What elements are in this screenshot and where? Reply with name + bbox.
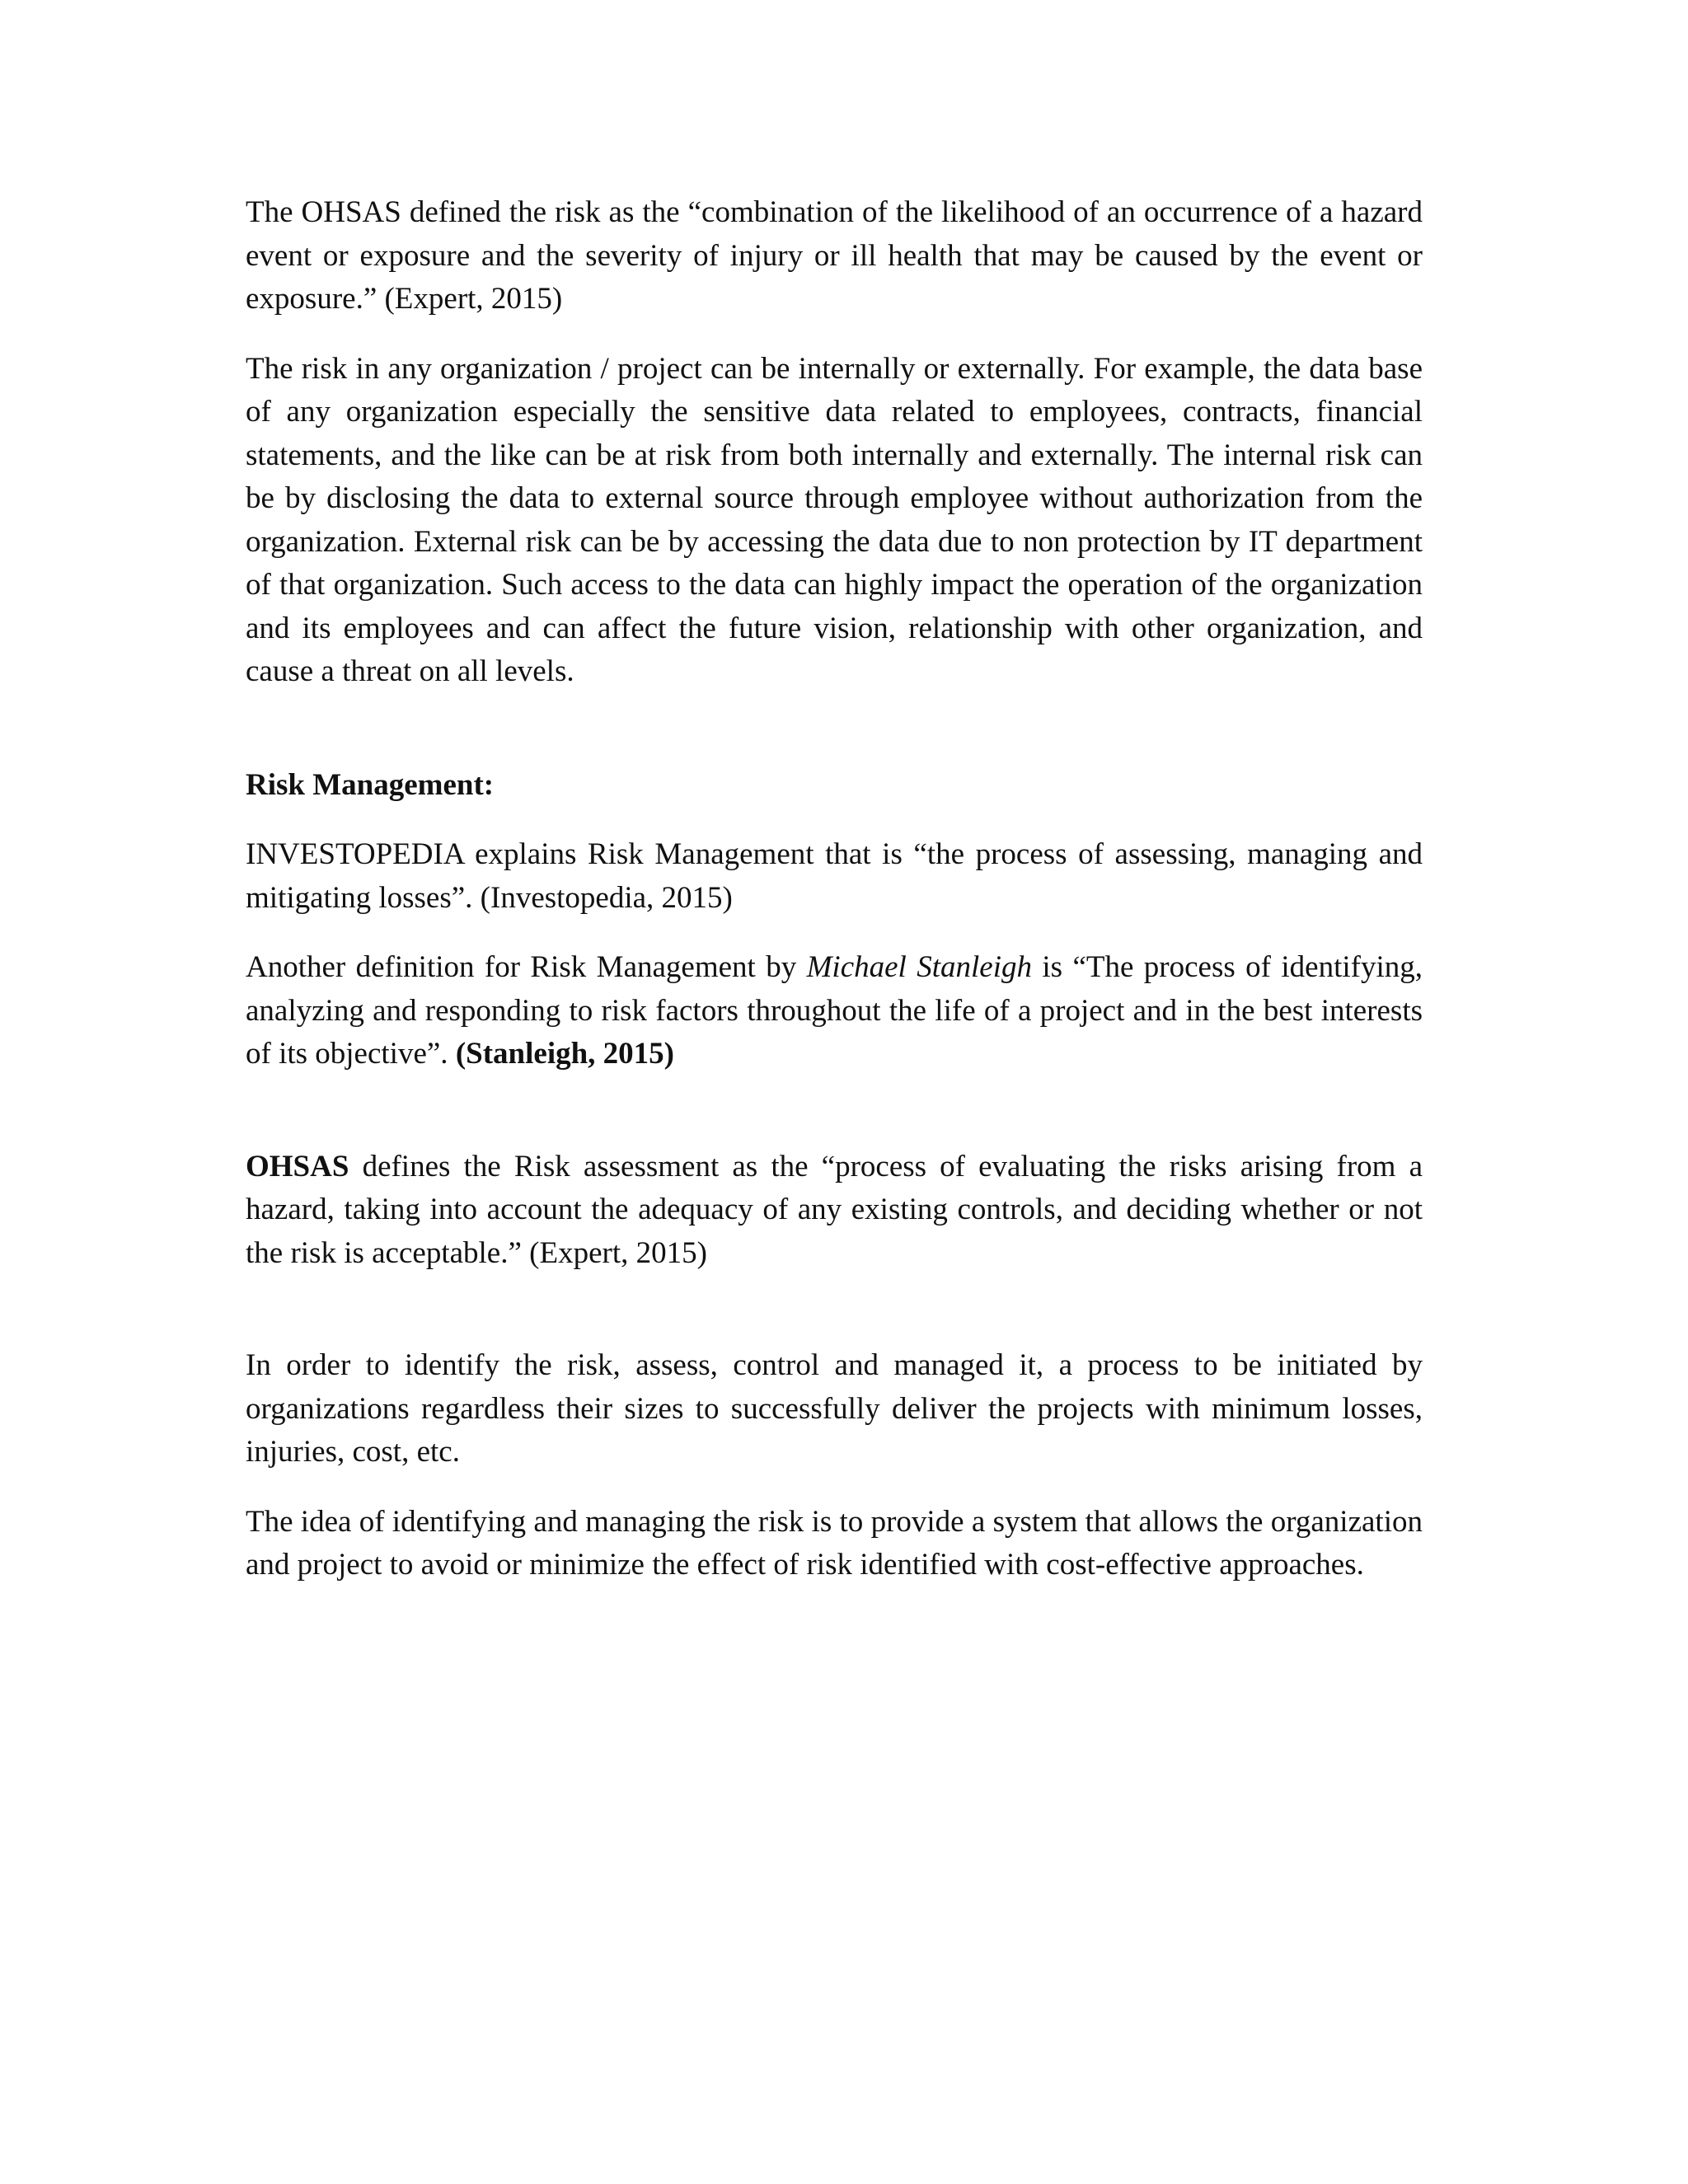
paragraph-risk-process: In order to identify the risk, assess, control and managed it, a process to be initiated by organizations regardless their sizes to successfully deliver the projects with minimum losses, injuries, cost, etc. [246,1348,1423,1469]
paragraph-investopedia-definition: INVESTOPEDIA explains Risk Management that is “the process of assessing, managing and mitigating losses”. (Investopedia, 2015) [246,837,1423,915]
ohsas-assessment-text: defines the Risk assessment as the “process of evaluating the risks arising from a hazard, taking into account the adequacy of any existing controls, and deciding whether or not the risk is acceptable.” (Expert, 2015) [246,1149,1423,1270]
paragraph-internal-external-risk: The risk in any organization / project can be internally or externally. For example, the data base of any organization especially the sensitive data related to employees, contracts, financial statements, and the like can be at risk from both internally and externally. The internal risk can be by disclosing the data to external source through employee without authorization from the organization. External risk can be by accessing the data due to non protection by IT department of that organization. Such access to the data can highly impact the operation of the organization and its employees and can affect the future vision, relationship with other organization, and cause a threat on all levels. [246,351,1423,688]
paragraph-ohsas-risk-definition: The OHSAS defined the risk as the “combination of the likelihood of an occurrence of a hazard event or exposure and the severity of injury or ill health that may be caused by the event or exposure.” (Expert, 2015) [246,195,1423,316]
paragraph-risk-system-idea: The idea of identifying and managing the risk is to provide a system that allows the organization and project to avoid or minimize the effect of risk identified with cost-effective approaches. [246,1504,1423,1582]
stanleigh-quote-text: is “The process of identifying, analyzing and responding to risk factors throughout the life of a project and in the best interests of its objective”. [246,950,1423,1071]
paragraph-stanleigh-definition [246,946,1423,1076]
author-name: Michael Stanleigh [806,950,1032,984]
ohsas-label: OHSAS [246,1149,349,1183]
stanleigh-intro-text: Another definition for Risk Management by [246,950,807,984]
document-page [246,191,1423,1587]
stanleigh-citation: (Stanleigh, 2015) [455,1037,674,1071]
paragraph-ohsas-risk-assessment [246,1146,1423,1276]
heading-risk-management: Risk Management: [246,767,495,802]
